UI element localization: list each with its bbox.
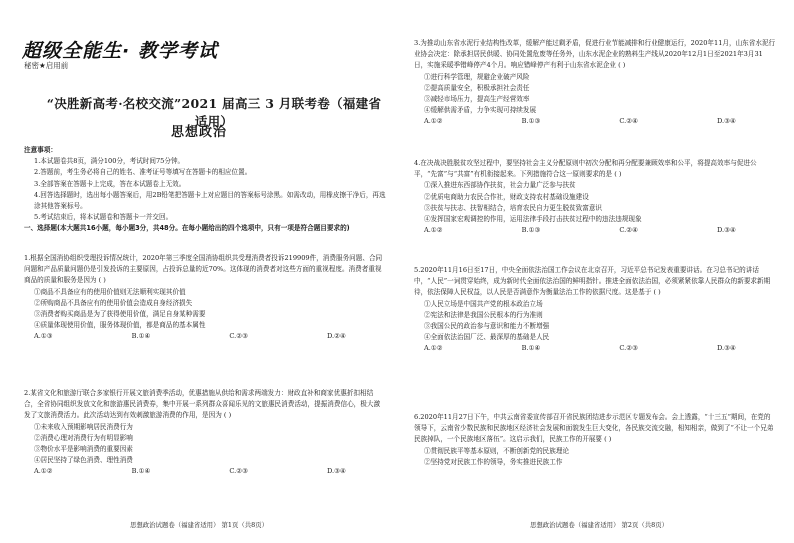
section-heading: 一、选择题(本大题共16小题，每小题3分，共48分。在每小题给出的四个选项中，只有一项是符合题目要求的) [24,224,350,233]
question-item: ②宪法和法律是我国公民根本的行为准则 [424,310,543,319]
note-item: 2.答题前，考生务必将自己的姓名、准考证号等填写在答题卡的相应位置。 [34,168,252,177]
secret-label: 秘密★启用前 [24,61,69,70]
question-stem: 2.某省文化和旅游厅联合多家银行开展文旅消费季活动，优惠措施从供给和需求两端发力：财政直补和商家优惠折扣相结合，全省协同组织发放文化和旅游惠民消费券，集中开展一系列群众喜闻乐见的文旅惠民消费活动，提振消费信心，极大激发了文旅消费活力。此次活动达到有效刺激旅游消费的作用，是因为 ( ) [24,389,381,420]
question-item: ③我国公民的政治参与意识和能力不断增强 [424,322,550,331]
question-item: ②所购商品不具备应有的使用价值会造成自身经济损失 [34,298,193,307]
right-page [410,0,788,543]
question-item: ③消费者购买商品是为了获得使用价值，满足自身某种需要 [34,310,206,319]
option-a: A.①② [424,226,443,235]
question-4 [414,158,776,236]
note-item: 1.本试题卷共8页，满分100分，考试时间75分钟。 [34,157,185,166]
option-d: D.③④ [717,226,736,235]
question-3 [414,38,776,128]
option-c: C.②④ [619,226,639,235]
option-b: B.①④ [131,467,151,476]
question-item: ④居民坚持了绿色消费、理性消费 [34,456,133,465]
notes-section [24,145,388,235]
option-c: C.②④ [619,117,639,126]
option-b: B.①③ [521,226,541,235]
option-b: B.①④ [521,344,541,353]
option-b: B.①③ [521,117,541,126]
option-a: A.①② [34,467,53,476]
question-item: ①未来收入预期影响居民消费行为 [34,422,133,431]
notes-label: 注意事项： [24,146,57,154]
option-d: D.③④ [717,344,736,353]
question-item: ①进行科学管理，规避企业破产风险 [424,72,530,81]
brand-logo: 超级全能生· 教学考试 [22,40,218,62]
note-item: 5.考试结束后，将本试题卷和答题卡一并交回。 [34,213,173,222]
page-footer-right: 思想政治试题卷（福建省适用） 第2页（共8页） [530,520,668,529]
question-item: ②提高质量安全，积极承担社会责任 [424,83,530,92]
question-stem: 1.根据全国消协组织受理投诉情况统计，2020年第三季度全国消协组织共受理消费者投诉219909件，消费服务问题、合同问题和产品质量问题仍是引发投诉的主要原因，占投诉总量的近70%。这体现的消费者对这些方面的重视程度。消费者重视商品的质量和服务是因为 ( ) [24,254,383,285]
option-a: A.①② [424,344,443,353]
question-item: ④全面依法治国厂泛、最深厚的基础是人民 [424,333,550,342]
question-item: ②优质电商助力农民合作社，财政支持农村基础设施建设 [424,192,589,201]
exam-title: “决胜新高考·名校交流”2021 届高三 3 月联考卷（福建省适用） [46,96,382,129]
question-6 [414,412,776,468]
answer-options [24,331,386,342]
note-item: 3.全部答案在答题卡上完成，答在本试题卷上无效。 [34,179,186,188]
question-stem: 3.为推动山东省水泥行业结构性改革，缓解产能过剩矛盾，促进行业节能减排和行业健康运行，2020年11月，山东省水泥行业协会决定：除承担居民供暖、协同处置危废等任务外，山东水泥企业的熟料生产线从2020年12月1日至2021年3月31日，实施采暖季错峰停产4个月。响应错峰停产有利于山东省水泥企业 ( ) [414,39,776,70]
question-item: ①贯彻民族平等基本原则，不断创新党的民族理论 [424,446,570,455]
question-stem: 4.在决战决胜脱贫攻坚过程中，要坚持社会主义分配原则中初次分配和再分配要兼顾效率和公平，将提高效率与促进公平，“先富”与“共富”有机衔接起来。下列措施符合这一原则要求的是 ( ) [414,159,757,179]
question-2 [24,388,386,478]
question-item: ④发挥国家宏观调控的作用，运用法律手段打击扶贫过程中的违法违规现象 [424,215,642,224]
answer-options [24,466,386,477]
note-item: 4.回答选择题时，选出每小题答案后，用2B铅笔把答题卡上对应题目的答案标号涂黑。如需改动，用橡皮擦干净后，再选涂其他答案标号。 [34,190,386,211]
question-item: ③减轻市场压力，提高生产经营效率 [424,95,530,104]
option-b: B.①④ [131,332,151,341]
answer-options [414,343,776,354]
option-a: A.①② [424,117,443,126]
question-item: ③物价水平是影响消费的重要因素 [34,445,133,454]
question-item: ②消费心理对消费行为有明显影响 [34,433,133,442]
question-item: ①深入推进东西部协作扶贫，社会力量广泛参与扶贫 [424,181,576,190]
question-item: ④质量体现使用价值，服务体现价值，都是商品的基本属性 [34,321,206,330]
question-stem: 5.2020年11月16日至17日，中央全面依法治国工作会议在北京召开，习近平总书记发表重要讲话。在习总书记的讲话中，“人民”一词贯穿始终，成为新时代全面依法治国的鲜明指针。推进全面依法治国，必须紧紧依靠人民群众的新要求新期待，依法保障人民权益，以人民是否满意作为衡量法治工作的依据尺度。这是基于 ( ) [414,266,771,297]
subject-title: 思想政治 [170,125,227,140]
option-a: A.①③ [34,332,53,341]
question-item: ①人民立场是中国共产党的根本政治立场 [424,299,543,308]
option-d: D.③④ [327,467,346,476]
left-page [8,0,390,543]
question-item: ④缓解供需矛盾，力争实现可持续发展 [424,106,537,115]
option-d: D.②④ [327,332,346,341]
answer-options [414,225,776,236]
option-d: D.③④ [717,117,736,126]
question-item: ②坚持党对民族工作的领导，务实推进民族工作 [424,457,563,466]
question-1 [24,253,386,343]
question-item: ③扶贫与扶志、扶智相结合，培育农民自力更生脱贫致富意识 [424,203,603,212]
option-c: C.②③ [229,467,249,476]
option-c: C.②③ [229,332,249,341]
question-item: ①商品不具备应有的使用价值则无法顺利实现其价值 [34,287,186,296]
answer-options [414,116,776,127]
question-stem: 6.2020年11月27日下午，中共云南省委宣传部召开省民族团结进步示范区专题发布会。会上透露，“十三五”期间，在党的领导下，云南省少数民族和民族地区经济社会发展和面貌发生巨大变化，各民族交流交融，相知相亲，做到了“不让一个兄弟民族掉队，一个民族地区落伍”。这启示我们，民族工作的开展要 ( ) [414,413,774,444]
option-c: C.②③ [619,344,639,353]
page-footer-left: 思想政治试题卷（福建省适用） 第1页（共8页） [130,520,268,529]
question-5 [414,265,776,355]
